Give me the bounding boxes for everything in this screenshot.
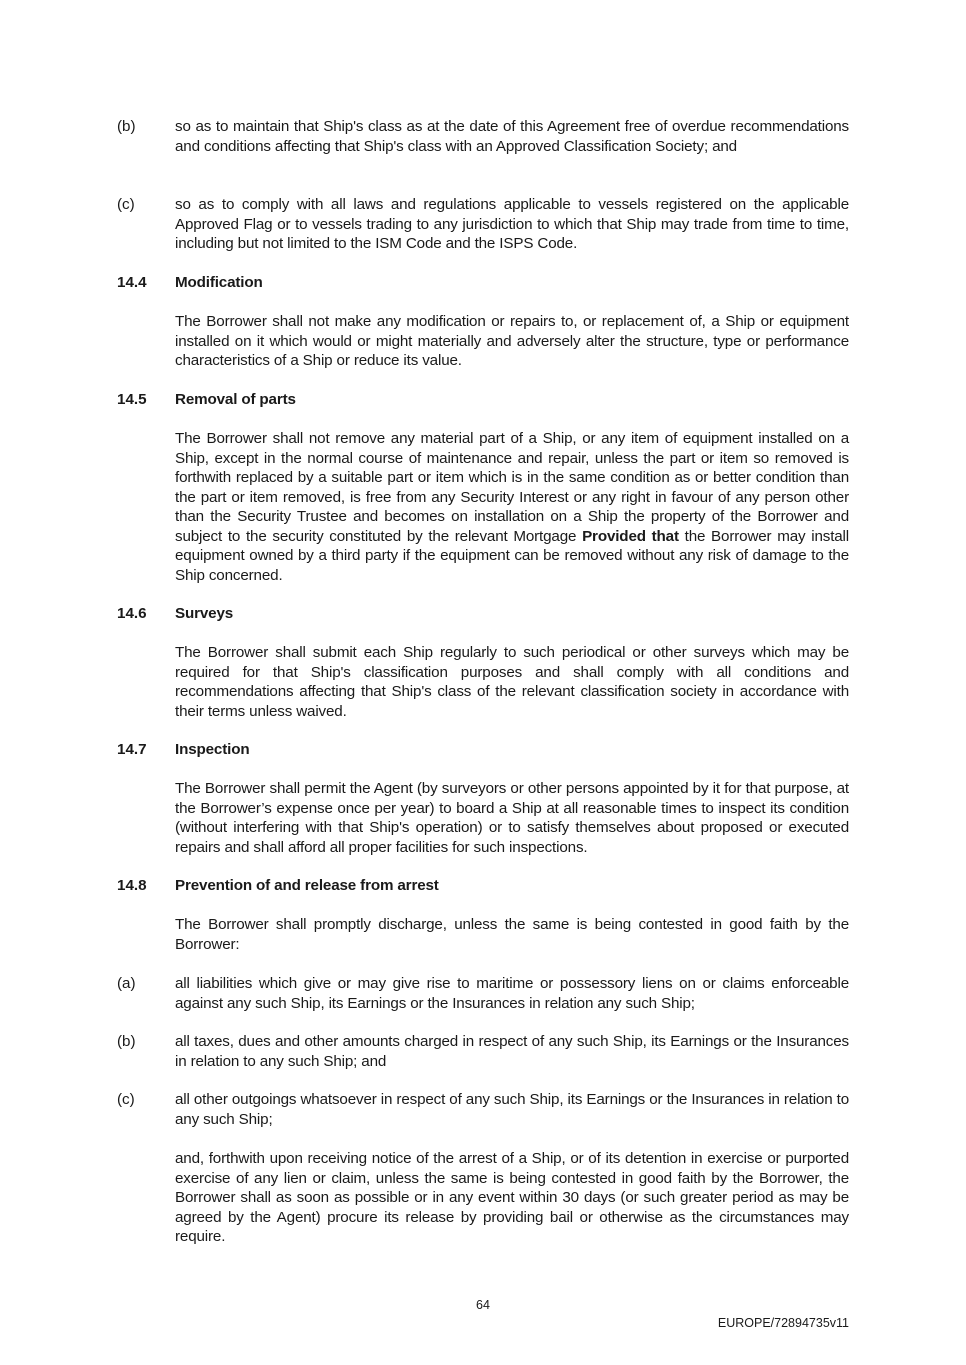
list-item-text: so as to comply with all laws and regulations applicable to vessels registered on the applicable Approved Flag or to vessels trading to any jurisdiction to which that Ship may trade from time to time, including but not limited to the ISM Code and the ISPS Code.	[175, 196, 849, 252]
list-item-text: so as to maintain that Ship's class as at the date of this Agreement free of overdue recommendations and conditions affecting that Ship's class with an Approved Classification Society; and	[175, 118, 849, 155]
section-heading: Surveys	[175, 605, 234, 622]
section-number: 14.5	[117, 391, 147, 408]
section-body	[175, 429, 849, 585]
section-number: 14.4	[117, 274, 147, 291]
list-item-label: (a)	[117, 975, 136, 992]
section-number: 14.6	[117, 605, 147, 622]
closing-paragraph-text: and, forthwith upon receiving notice of the arrest of a Ship, or of its detention in exercise or purported exercise of any lien or claim, unless the same is being contested in good faith by the Borrower, the Borrower shall as soon as possible or in any event within 30 days (or such greater period as may be agreed by the Agent) procure its release by providing bail or otherwise as the circumstances may require.	[175, 1150, 849, 1245]
section-heading: Inspection	[175, 741, 250, 758]
section-body-post: the Borrower may install equipment owned by a third party if the equipment can be removed without any risk of damage to the Ship concerned.	[175, 527, 850, 584]
section-number: 14.8	[117, 877, 147, 894]
section-body: The Borrower shall permit the Agent (by surveyors or other persons appointed by it for that purpose, at the Borrower’s expense once per year) to board a Ship at all reasonable times to inspect its condition (without interfering with that Ship's operation) or to satisfy themselves about proposed or executed repairs and shall afford all proper facilities for such inspections.	[175, 780, 849, 856]
section-body: The Borrower shall submit each Ship regularly to such periodical or other surveys which may be required for that Ship's classification purposes and shall comply with all conditions and recommendations affecting that Ship's class of the relevant classification society in accordance with their terms unless waived.	[175, 644, 849, 720]
list-item-label: (c)	[117, 1091, 135, 1108]
list-item-text: all taxes, dues and other amounts charged in respect of any such Ship, its Earnings or the Insurances in relation to any such Ship; and	[175, 1033, 849, 1070]
section-heading: Prevention of and release from arrest	[175, 877, 439, 894]
section-body: The Borrower shall promptly discharge, unless the same is being contested in good faith by the Borrower:	[175, 916, 849, 953]
section-body: The Borrower shall not make any modification or repairs to, or replacement of, a Ship or equipment installed on it which would or might materially and adversely alter the structure, type or performance characteristics of a Ship or reduce its value.	[175, 313, 849, 369]
section-body-pre: The Borrower shall not remove any material part of a Ship, or any item of equipment installed on a Ship, except in the normal course of maintenance and repair, unless the part or item so removed is forthwith replaced by a suitable part or item which is in the same condition as or better condition than the part or item removed, is free from any Security Interest or any right in favour of any person other than the Security Trustee and becomes on installation on a Ship the property of the Borrower and subject to the security constituted by the relevant Mortgage	[175, 430, 849, 545]
page-number: 64	[476, 1298, 490, 1312]
provided-that-bold: Provided that	[582, 527, 679, 545]
section-number: 14.7	[117, 741, 147, 758]
document-reference: EUROPE/72894735v11	[717, 1316, 849, 1330]
list-item-label: (b)	[117, 118, 136, 135]
list-item-text: all liabilities which give or may give rise to maritime or possessory liens on or claims enforceable against any such Ship, its Earnings or the Insurances in relation any such Ship;	[175, 975, 849, 1012]
list-item-text: all other outgoings whatsoever in respect of any such Ship, its Earnings or the Insurances in relation to any such Ship;	[175, 1091, 849, 1128]
list-item-label: (c)	[117, 196, 135, 213]
section-heading: Removal of parts	[175, 391, 296, 408]
section-heading: Modification	[175, 274, 263, 291]
list-item-label: (b)	[117, 1033, 136, 1050]
